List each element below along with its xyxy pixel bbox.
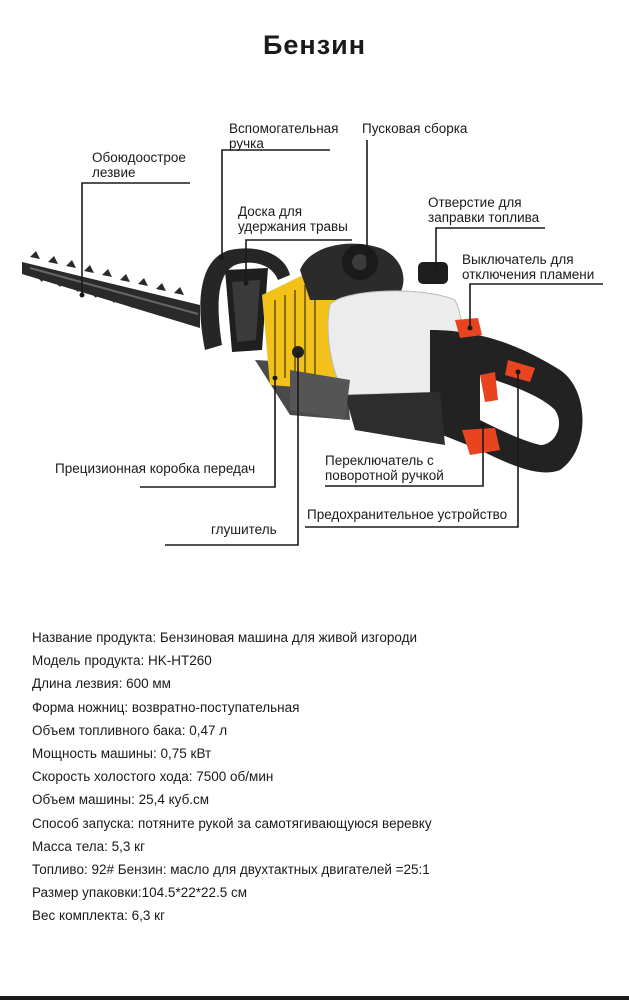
spec-line: Объем машины: 25,4 куб.см [32,792,210,808]
blade-illustration [22,251,200,328]
spec-line: Масса тела: 5,3 кг [32,838,145,854]
callout-grass-board: Доска для удержания травы [238,204,348,234]
callout-aux-handle: Вспомогательная ручка [229,121,339,151]
spec-line: Объем топливного бака: 0,47 л [32,722,228,738]
spec-line: Форма ножниц: возвратно-поступательная [32,699,300,715]
spec-line: Вес комплекта: 6,3 кг [32,908,166,924]
spec-line: Длина лезвия: 600 мм [32,676,171,692]
spec-line: Способ запуска: потяните рукой за самотягивающуюся веревку [32,815,432,831]
callout-safety: Предохранительное устройство [307,507,508,522]
callout-kill-switch: Выключатель для отключения пламени [462,252,595,282]
page-title: Бензин [262,30,367,60]
callout-rotary-switch: Переключатель с поворотной ручкой [325,453,444,483]
spec-line: Мощность машины: 0,75 кВт [32,746,212,762]
spec-list [32,626,432,928]
spec-line: Название продукта: Бензиновая машина для живой изгороди [32,630,418,645]
callout-gearbox: Прецизионная коробка передач [55,461,256,476]
spec-line: Размер упаковки:104.5*22*22.5 см [32,885,248,901]
spec-line: Модель продукта: HK-HT260 [32,653,212,669]
footer-divider [0,996,629,1000]
callout-muffler: глушитель [211,522,277,537]
callout-fuel-inlet: Отверстие для заправки топлива [428,195,540,225]
spec-line: Топливо: 92# Бензин: масло для двухтактных двигателей =25:1 [32,862,430,878]
callout-blade: Обоюдоострое лезвие [92,150,186,180]
callout-starter: Пусковая сборка [362,121,468,136]
spec-line: Скорость холостого хода: 7500 об/мин [32,769,274,785]
